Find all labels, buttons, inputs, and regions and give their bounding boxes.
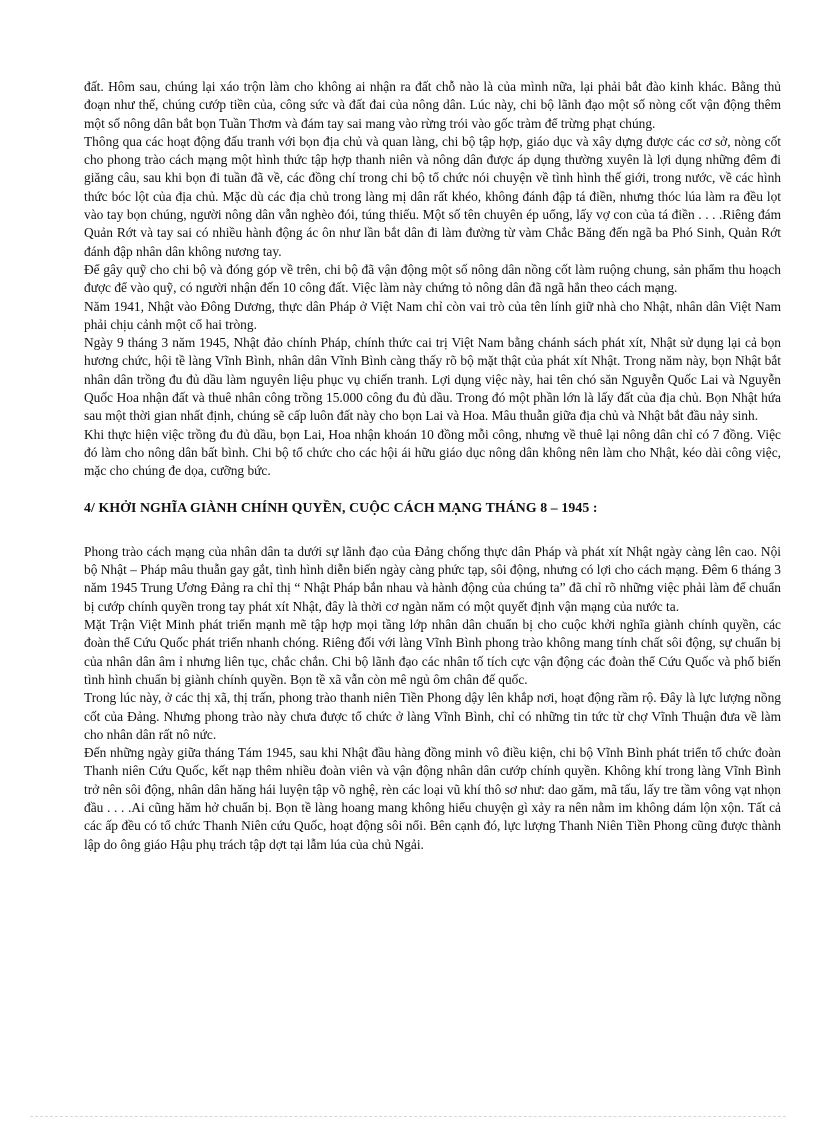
paragraph-castor-oil-planting: Khi thực hiện việc trồng đu đủ dầu, bọn Lai, Hoa nhận khoán 10 đồng mỗi công, nhưng về thuê lại nông dân chỉ có 7 đồng. Việc đó làm cho nông dân bất bình. Chi bộ tổ chức cho các hội ái hữu giáo dục nông dân không nên làm cho Nhật, kéo dài công việc, mặc cho chúng đe dọa, cưỡng bức. [84, 426, 781, 479]
section-heading: 4/ KHỞI NGHĨA GIÀNH CHÍNH QUYỀN, CUỘC CÁCH MẠNG THÁNG 8 – 1945 : [84, 499, 598, 515]
document-page [84, 78, 781, 854]
section-4-body [84, 543, 781, 854]
paragraph-august-1945: Đến những ngày giữa tháng Tám 1945, sau khi Nhật đầu hàng đồng minh vô điều kiện, chi bộ Vĩnh Bình phát triển tổ chức đoàn Thanh niên Cứu Quốc, kết nạp thêm nhiều đoàn viên và vận động nhân dân cướp chính quyền. Không khí trong làng Vĩnh Bình trở nên sôi động, nhân dân hăng hái luyện tập võ nghệ, rèn các loại vũ khí thô sơ như: dao găm, mã tấu, lấy tre tầm vông vạt nhọn đầu . . . .Ai cũng hăm hở chuẩn bị. Bọn tề làng hoang mang không hiểu chuyện gì xảy ra nên nằm im không dám lộn xộn. Tất cả các ấp đều có tổ chức Thanh Niên cứu Quốc, hoạt động sôi nổi. Bên cạnh đó, lực lượng Thanh Niên Tiền Phong cũng được thành lập do ông giáo Hậu phụ trách tập dợt tại lẫm lúa của chủ Ngải. [84, 745, 781, 852]
paragraph-land-trick: đất. Hôm sau, chúng lại xáo trộn làm cho không ai nhận ra đất chỗ nào là của mình nữa, lại phải bắt đào kinh khác. Bằng thủ đoạn như thế, chúng cướp tiền của, công sức và đất đai của nông dân. Lúc này, chi bộ lãnh đạo một số nòng cốt vận động thêm một số nông dân bắt bọn Tuần Thơm và đám tay sai mang vào rừng trói vào gốc tràm để trừng phạt chúng. [84, 79, 781, 131]
paragraph-coup-1945: Ngày 9 tháng 3 năm 1945, Nhật đảo chính Pháp, chính thức cai trị Việt Nam bằng chánh sách phát xít, Nhật sử dụng lại cả bọn hương chức, hội tề làng Vĩnh Bình, nhân dân Vĩnh Bình càng thấy rõ bộ mặt thật của phát xít Nhật. Trong năm này, bọn Nhật bắt nhân dân trồng đu đủ dầu làm nguyên liệu phục vụ chiến tranh. Lợi dụng việc này, hai tên chó săn Nguyễn Quốc Lai và Nguyễn Quốc Hoa nhận đất và thuê nhân công trồng 15.000 công đu đủ dầu. Trong đó một phần lớn là lấy đất của địa chủ. Bọn Nhật hứa sau một thời gian nhất định, chúng sẽ cấp luôn đất này cho bọn Lai và Hoa. Mâu thuẫn giữa địa chủ và Nhật bắt đầu nảy sinh. [84, 335, 781, 424]
paragraph-vanguard-youth: Trong lúc này, ở các thị xã, thị trấn, phong trào thanh niên Tiền Phong dậy lên khắp nơi, hoạt động rầm rộ. Đây là lực lượng nồng cốt của Đảng. Nhưng phong trào này chưa được tổ chức ở làng Vĩnh Bình, chỉ có những tin tức từ chợ Vĩnh Thuận đưa về làm cho nhân dân rất nô nức. [84, 690, 781, 742]
paragraph-fundraising: Để gây quỹ cho chi bộ và đóng góp về trên, chi bộ đã vận động một số nông dân nồng cốt làm ruộng chung, sản phẩm thu hoạch được để vào quỹ, có người nhận đến 10 công đất. Việc làm này chứng tỏ nông dân đã ngã hẳn theo cách mạng. [84, 261, 781, 296]
section-before [84, 78, 781, 481]
paragraph-viet-minh-front: Mặt Trận Việt Minh phát triển mạnh mẽ tập hợp mọi tầng lớp nhân dân chuẩn bị cho cuộc khởi nghĩa giành chính quyền, các đoàn thể Cứu Quốc phát triển nhanh chóng. Riêng đối với làng Vĩnh Bình phong trào không mang tính chất sôi động, sự chuẩn bị của nhân dân âm ỉ nhưng liên tục, chắc chắn. Chi bộ lãnh đạo các nhân tố tích cực vận động các đoàn thể Cứu Quốc và phổ biến tình hình chuẩn bị giành chính quyền. Bọn tề xã vẫn còn mê ngủ ôm chân đế quốc. [84, 617, 781, 687]
paragraph-revolution-rising: Phong trào cách mạng của nhân dân ta dưới sự lãnh đạo của Đảng chống thực dân Pháp và phát xít Nhật ngày càng lên cao. Nội bộ Nhật – Pháp mâu thuẫn gay gắt, tình hình diễn biến ngày càng phức tạp, sôi động, nhưng có lợi cho cách mạng. Đêm 6 tháng 3 năm 1945 Trung Ương Đảng ra chỉ thị “ Nhật Pháp bắn nhau và hành động của chúng ta” đã chỉ rõ những việc phải làm để chuẩn bị cướp chính quyền trong tay phát xít Nhật, đây là thời cơ ngàn năm có một quyết định vận mạng của nước ta. [84, 543, 781, 614]
paragraph-party-cell-activities: Thông qua các hoạt động đấu tranh với bọn địa chủ và quan làng, chi bộ tập hợp, giáo dục và xây dựng được các cơ sở, nòng cốt cho phong trào cách mạng một hình thức tập hợp thanh niên và nông dân được áp dụng thường xuyên là lợi dụng những đêm đi giăng câu, sau khi bọn đi tuần đã về, các đồng chí trong chi bộ tổ chức nói chuyện về tình hình thế giới, trong nước, về các hình thức bóc lột của địa chủ. Mặc dù các địa chủ trong làng mị dân rất khéo, không đánh đập tá điền, nhưng thóc lúa làm ra đều lọt vào tay bọn chúng, người nông dân vẫn nghèo đói, túng thiếu. Một số tên chuyên ép uổng, lấy vợ con của tá điền . . . .Riêng đám Quản Rớt và tay sai có nhiều hành động ác ôn như lần bắt dân đi làm đường từ vàm Chắc Băng đến ngã ba Phó Sinh, Quản Rớt đánh đập nhân dân không nương tay. [84, 133, 781, 259]
paragraph-japan-1941: Năm 1941, Nhật vào Đông Dương, thực dân Pháp ở Việt Nam chỉ còn vai trò của tên lính giữ nhà cho Nhật, nhân dân Việt Nam phải chịu cảnh một cổ hai tròng. [84, 298, 781, 332]
page-bottom-divider [30, 1116, 786, 1117]
